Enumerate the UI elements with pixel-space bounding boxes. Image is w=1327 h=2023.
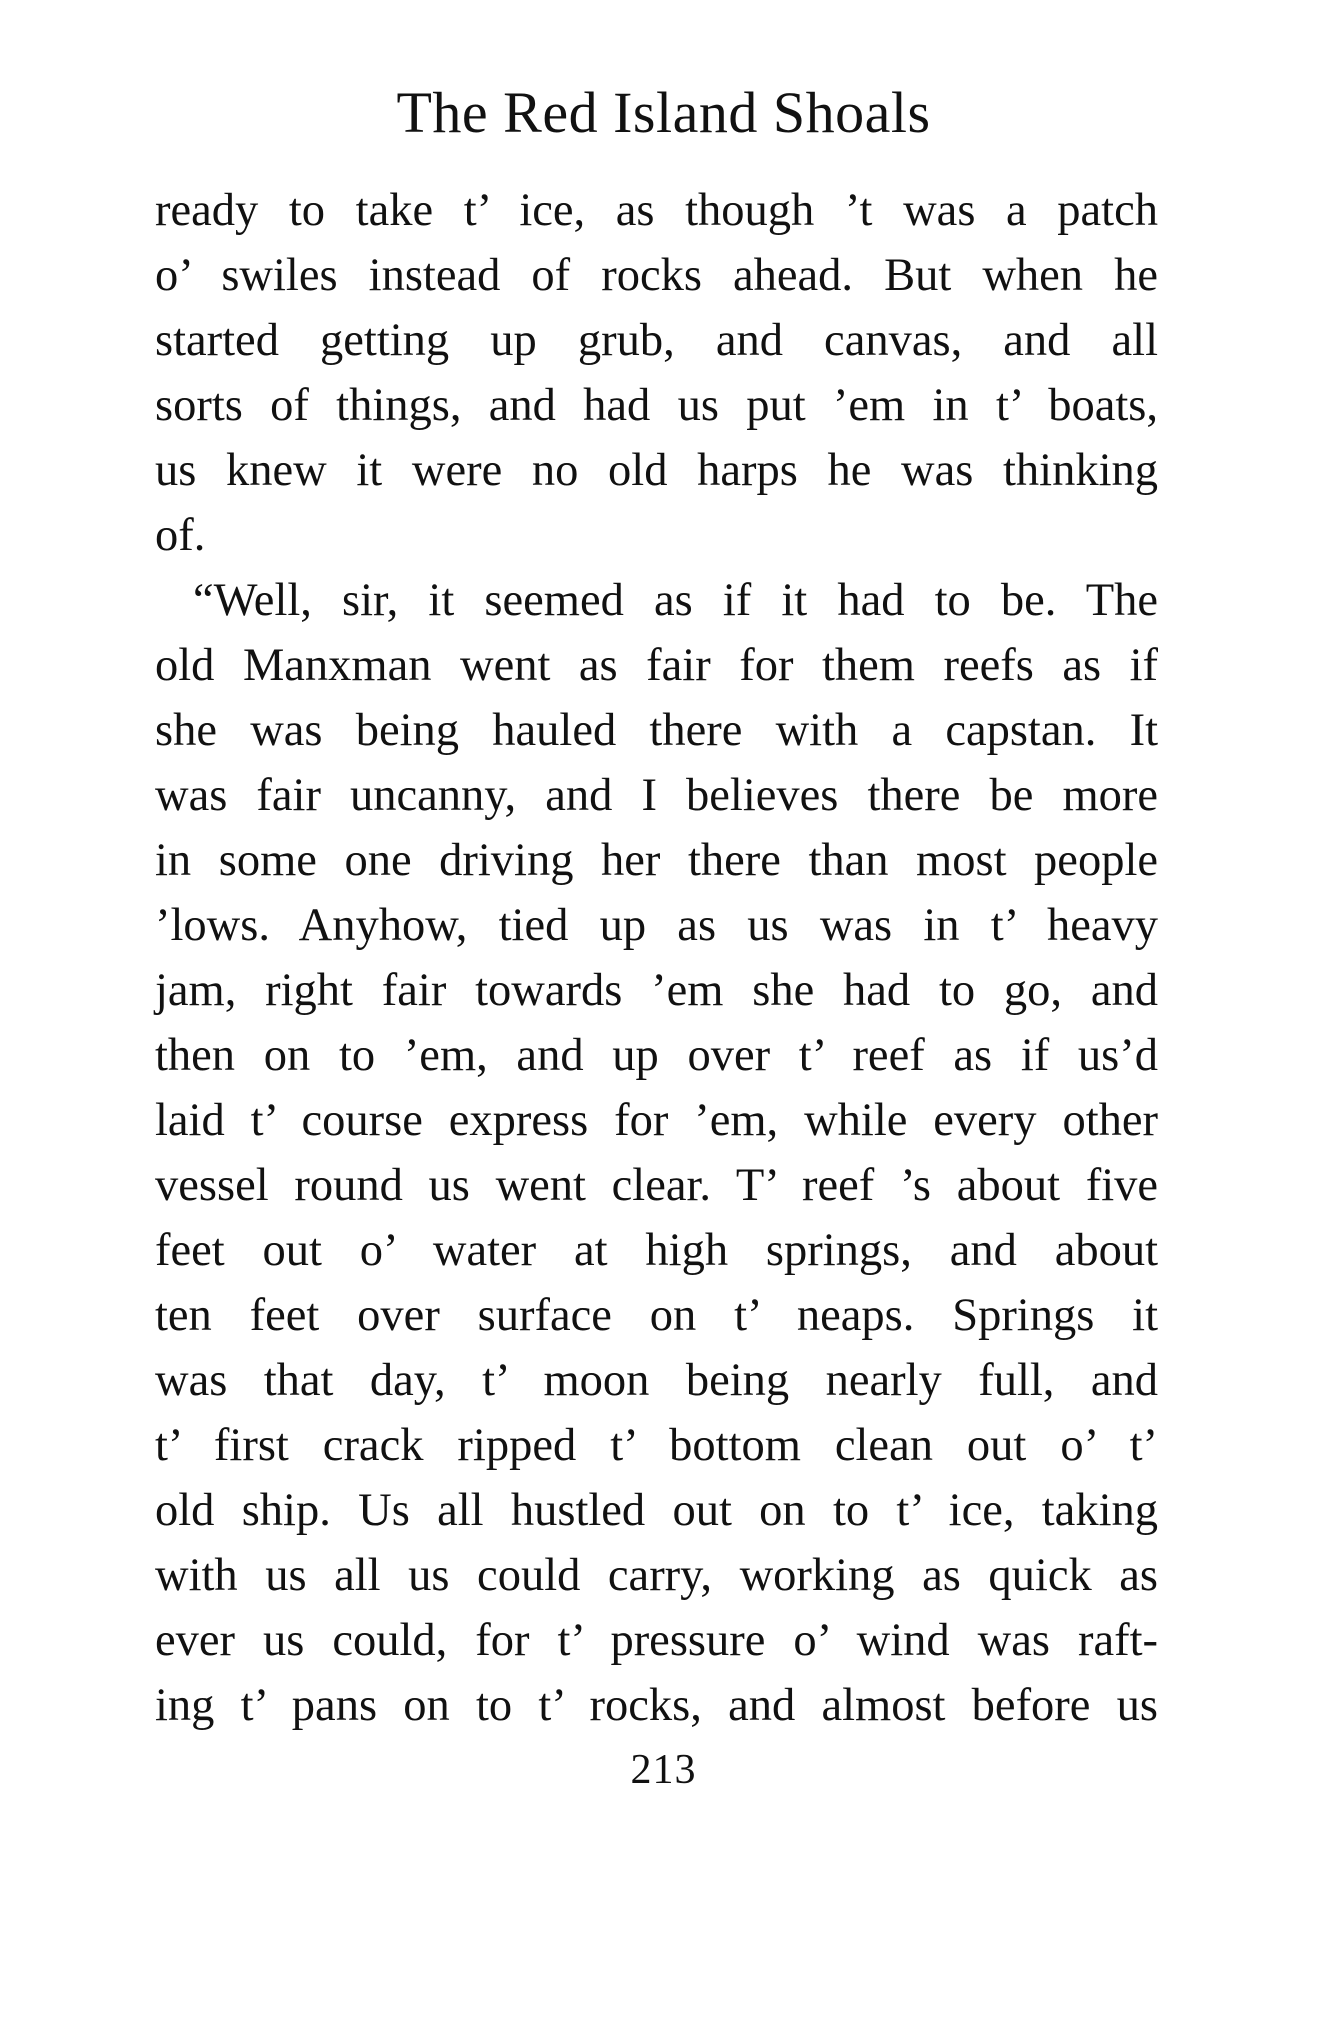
text-line: then on to ’em, and up over t’ reef as if us’d — [155, 1030, 1158, 1081]
text-line: feet out o’ water at high springs, and about — [155, 1225, 1158, 1276]
text-line: ever us could, for t’ pressure o’ wind was raft- — [155, 1615, 1158, 1666]
running-head: The Red Island Shoals — [396, 80, 931, 145]
text-line: ’lows. Anyhow, tied up as us was in t’ heavy — [155, 900, 1158, 951]
text-line: laid t’ course express for ’em, while every other — [155, 1095, 1158, 1146]
body-text — [155, 178, 1158, 1738]
page-number: 213 — [630, 1747, 697, 1793]
text-line: jam, right fair towards ’em she had to go, and — [155, 965, 1158, 1016]
text-line: ten feet over surface on t’ neaps. Springs it — [155, 1290, 1158, 1341]
text-line: o’ swiles instead of rocks ahead. But when he — [155, 250, 1158, 301]
text-line: ready to take t’ ice, as though ’t was a patch — [155, 185, 1158, 236]
text-line: started getting up grub, and canvas, and all — [155, 315, 1158, 366]
text-line: old Manxman went as fair for them reefs as if — [155, 640, 1158, 691]
text-line: ing t’ pans on to t’ rocks, and almost before us — [155, 1680, 1158, 1731]
text-line: was fair uncanny, and I believes there be more — [155, 770, 1158, 821]
text-line: of. — [155, 510, 206, 561]
text-line: “Well, sir, it seemed as if it had to be. The — [193, 575, 1158, 626]
text-line: she was being hauled there with a capstan. It — [155, 705, 1158, 756]
text-line: vessel round us went clear. T’ reef ’s about five — [155, 1160, 1158, 1211]
text-line: us knew it were no old harps he was thinking — [155, 445, 1158, 496]
text-line: sorts of things, and had us put ’em in t’ boats, — [155, 380, 1158, 431]
text-line: t’ first crack ripped t’ bottom clean out o’ t’ — [155, 1420, 1158, 1471]
text-line: old ship. Us all hustled out on to t’ ice, taking — [155, 1485, 1158, 1536]
text-line: in some one driving her there than most people — [155, 835, 1158, 886]
text-line: with us all us could carry, working as quick as — [155, 1550, 1158, 1601]
text-line: was that day, t’ moon being nearly full, and — [155, 1355, 1158, 1406]
